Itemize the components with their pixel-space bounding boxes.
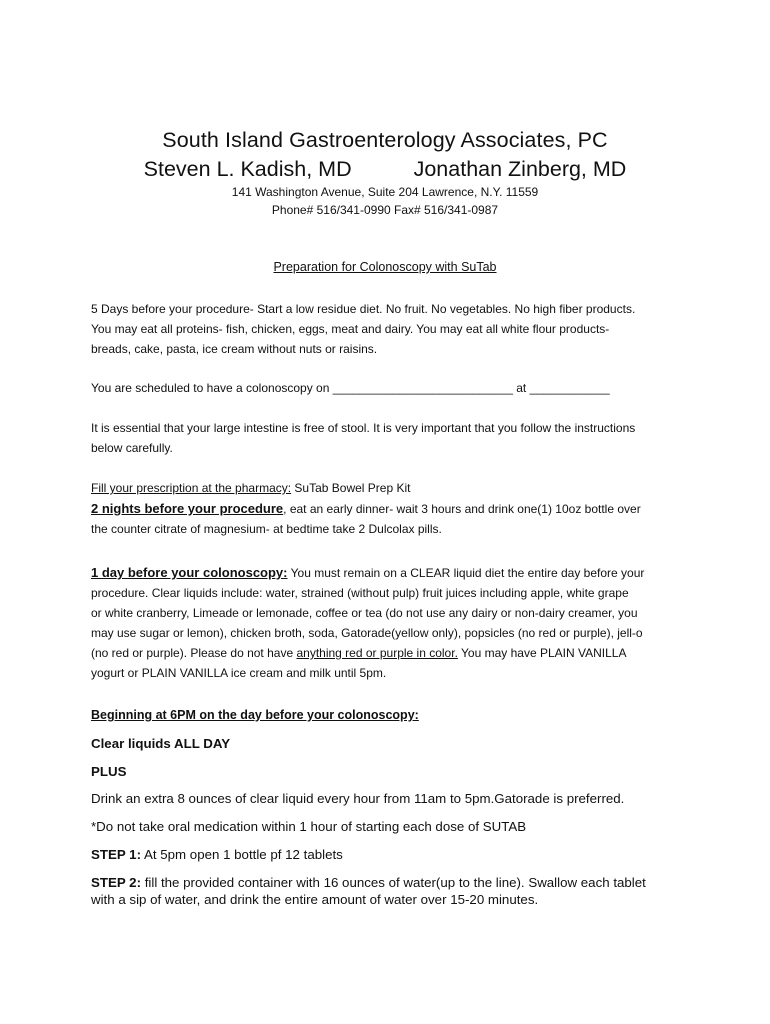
essential-line-2: below carefully.	[91, 441, 173, 455]
one-day-line-5	[91, 646, 626, 660]
doctor-2: Jonathan Zinberg, MD	[413, 157, 627, 181]
two-nights-text: , eat an early dinner- wait 3 hours and drink one(1) 10oz bottle over	[283, 502, 641, 516]
clear-liquids-heading: Clear liquids ALL DAY	[91, 736, 231, 751]
step-2-line-2: with a sip of water, and drink the entire amount of water over 15-20 minutes.	[91, 892, 539, 907]
diet-line-3: breads, cake, pasta, ice cream without nuts or raisins.	[91, 342, 378, 356]
two-nights-line-2: the counter citrate of magnesium- at bedtime take 2 Dulcolax pills.	[91, 522, 442, 536]
red-purple-warning: anything red or purple in color.	[296, 646, 458, 660]
step-2-line-1	[91, 875, 646, 890]
essential-line-1: It is essential that your large intestine is free of stool. It is very important that you follow the instructions	[91, 421, 636, 435]
schedule-line: You are scheduled to have a colonoscopy on ___________________________ at ____________	[91, 381, 610, 395]
one-day-line-2: procedure. Clear liquids include: water, strained (without pulp) fruit juices including apple, white grape	[91, 586, 629, 600]
two-nights-label: 2 nights before your procedure	[91, 501, 284, 516]
prescription-text: SuTab Bowel Prep Kit	[291, 481, 411, 495]
practice-name: South Island Gastroenterology Associates, PC	[162, 128, 608, 152]
practice-address: 141 Washington Avenue, Suite 204 Lawrence, N.Y. 11559	[231, 185, 539, 199]
one-day-label: 1 day before your colonoscopy:	[91, 565, 288, 580]
step-1-text: At 5pm open 1 bottle pf 12 tablets	[141, 847, 343, 862]
one-day-text: You must remain on a CLEAR liquid diet the entire day before your	[287, 566, 645, 580]
plus-heading: PLUS	[91, 764, 127, 779]
step-1-label: STEP 1:	[91, 847, 142, 862]
drink-extra-line: Drink an extra 8 ounces of clear liquid every hour from 11am to 5pm.Gatorade is preferred.	[91, 791, 625, 806]
one-day-line-4: may use sugar or lemon), chicken broth, soda, Gatorade(yellow only), popsicles (no red or purple), jell-o	[91, 626, 643, 640]
one-day-line-5a: (no red or purple). Please do not have	[91, 646, 297, 660]
doctor-1: Steven L. Kadish, MD	[143, 157, 352, 181]
step-1-line	[91, 847, 343, 862]
oral-med-line: *Do not take oral medication within 1 hour of starting each dose of SUTAB	[91, 819, 527, 834]
diet-line-1: 5 Days before your procedure- Start a low residue diet. No fruit. No vegetables. No high fiber products.	[91, 302, 636, 316]
beginning-heading: Beginning at 6PM on the day before your colonoscopy:	[91, 708, 419, 722]
prescription-label: Fill your prescription at the pharmacy:	[91, 481, 292, 495]
one-day-line-5c: You may have PLAIN VANILLA	[457, 646, 627, 660]
one-day-line-3: or white cranberry, Limeade or lemonade, coffee or tea (do not use any dairy or non-dairy creamer, you	[91, 606, 638, 620]
two-nights-line-1	[91, 501, 641, 516]
document-title: Preparation for Colonoscopy with SuTab	[273, 260, 497, 274]
step-2-text: fill the provided container with 16 ounces of water(up to the line). Swallow each tablet	[141, 875, 646, 890]
diet-line-2: You may eat all proteins- fish, chicken, eggs, meat and dairy. You may eat all white flour products-	[91, 322, 610, 336]
step-2-label: STEP 2:	[91, 875, 142, 890]
prescription-line	[91, 481, 411, 495]
doctors-line	[0, 157, 770, 182]
practice-phone-fax: Phone# 516/341-0990 Fax# 516/341-0987	[271, 203, 499, 217]
one-day-line-1	[91, 565, 644, 580]
one-day-line-6: yogurt or PLAIN VANILLA ice cream and milk until 5pm.	[91, 666, 387, 680]
